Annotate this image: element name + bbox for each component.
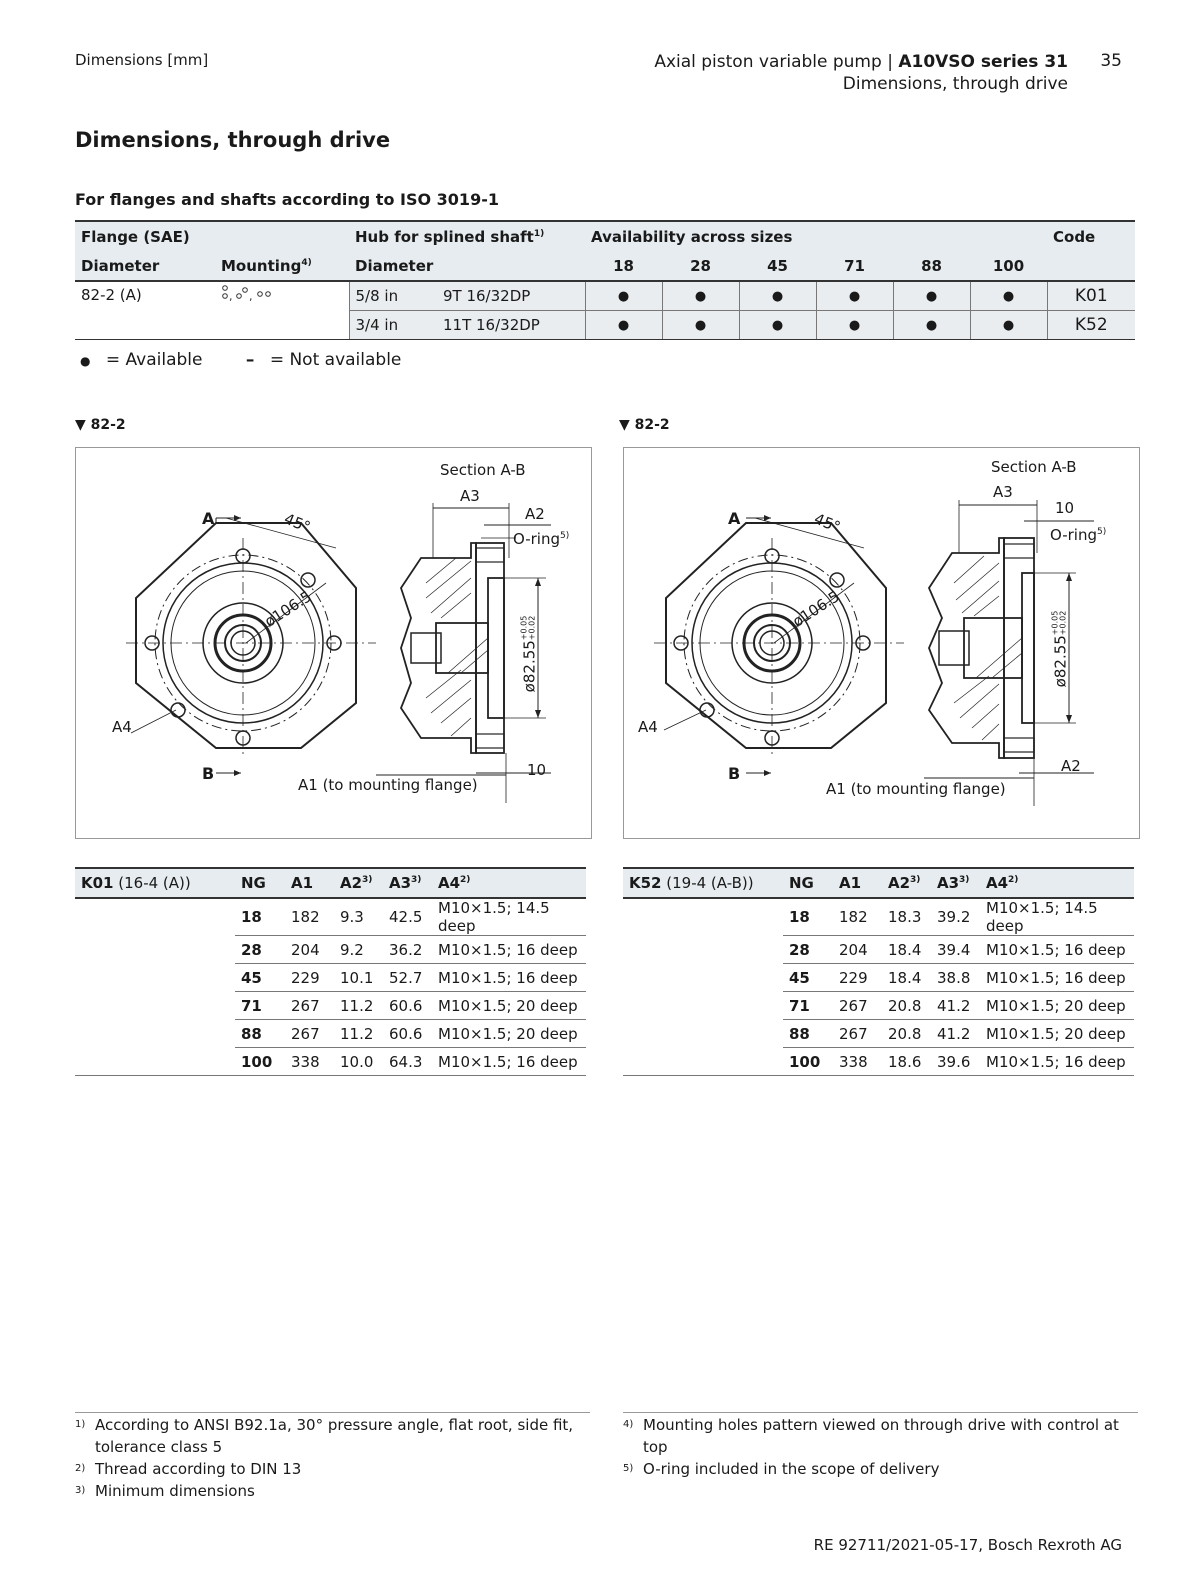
svg-text:,: , xyxy=(229,290,233,302)
value-cell: 39.4 xyxy=(931,936,980,964)
table-row xyxy=(75,964,586,992)
availability-dot: ● xyxy=(739,281,816,311)
header-diameter: Diameter xyxy=(75,251,215,281)
dim-a1: A1 (to mounting flange) xyxy=(298,776,478,794)
value-cell: 182 xyxy=(833,898,882,936)
value-cell: 229 xyxy=(833,964,882,992)
value-cell: 267 xyxy=(285,992,334,1020)
page-number: 35 xyxy=(1100,51,1122,71)
table-title: K52 (19-4 (A-B)) xyxy=(623,868,783,898)
value-cell: M10×1.5; 16 deep xyxy=(432,936,586,964)
value-cell: 11.2 xyxy=(334,992,383,1020)
value-cell: 42.5 xyxy=(383,898,432,936)
dim-a1: A1 (to mounting flange) xyxy=(826,780,1006,798)
table-title: K01 (16-4 (A)) xyxy=(75,868,235,898)
table-row xyxy=(623,992,1134,1020)
col-header: A2$^{3)}$ xyxy=(334,868,383,898)
blank-cell xyxy=(75,964,235,992)
size-cell: 45 xyxy=(783,964,833,992)
value-cell: 60.6 xyxy=(383,992,432,1020)
header-code-blank xyxy=(1047,251,1135,281)
section-label: Section A-B xyxy=(440,461,526,479)
size-cell: 71 xyxy=(783,992,833,1020)
code-value: K01 xyxy=(1047,281,1135,311)
value-cell: M10×1.5; 20 deep xyxy=(980,1020,1134,1048)
availability-legend xyxy=(80,350,411,370)
availability-dot: ● xyxy=(970,281,1047,311)
footnotes-right xyxy=(623,1414,1143,1480)
value-cell: 18.3 xyxy=(882,898,931,936)
table-row xyxy=(623,964,1134,992)
bolt-circle-diameter: ø106.5 xyxy=(789,587,843,631)
availability-dot: ● xyxy=(585,281,662,311)
value-cell: 18.6 xyxy=(882,1048,931,1076)
availability-dot: ● xyxy=(970,311,1047,340)
blank-cell xyxy=(75,1020,235,1048)
angle-label: 45° xyxy=(281,509,313,537)
mounting-pattern-icon xyxy=(215,281,349,340)
availability-dot: ● xyxy=(662,311,739,340)
drawing-label-right: ▼ 82-2 xyxy=(619,417,670,433)
header-hub: Hub for splined shaft$^{1)}$ xyxy=(349,221,585,251)
footnote: 3) Minimum dimensions xyxy=(75,1482,255,1500)
value-cell: 36.2 xyxy=(383,936,432,964)
dim-ten: 10 xyxy=(1055,499,1075,517)
dim-a2: A2 xyxy=(1061,757,1081,775)
dim-a3: A3 xyxy=(460,487,480,505)
value-cell: 9.3 xyxy=(334,898,383,936)
value-cell: M10×1.5; 16 deep xyxy=(980,1048,1134,1076)
value-cell: 38.8 xyxy=(931,964,980,992)
value-cell: 39.6 xyxy=(931,1048,980,1076)
col-header: A1 xyxy=(285,868,334,898)
section-a-label: A xyxy=(728,509,741,528)
availability-dot: ● xyxy=(739,311,816,340)
size-cell: 100 xyxy=(235,1048,285,1076)
header-size: 88 xyxy=(893,251,970,281)
svg-text:,: , xyxy=(249,290,253,302)
footnotes-left xyxy=(75,1414,585,1502)
drawing-k52 xyxy=(623,447,1140,839)
size-cell: 45 xyxy=(235,964,285,992)
col-header: A3$^{3)}$ xyxy=(931,868,980,898)
blank-cell xyxy=(623,936,783,964)
dim-a2: A2 xyxy=(525,505,545,523)
spline: 9T 16/32DP xyxy=(437,281,585,311)
header-size: 71 xyxy=(816,251,893,281)
col-header: NG xyxy=(783,868,833,898)
table-row xyxy=(75,898,586,936)
drawing-label-left: ▼ 82-2 xyxy=(75,417,126,433)
blank-cell xyxy=(75,898,235,936)
blank-cell xyxy=(623,1020,783,1048)
dim-a4: A4 xyxy=(112,718,132,736)
header-size: 18 xyxy=(585,251,662,281)
size-cell: 18 xyxy=(783,898,833,936)
value-cell: M10×1.5; 16 deep xyxy=(980,964,1134,992)
value-cell: 20.8 xyxy=(882,992,931,1020)
available-text: = Available xyxy=(105,350,203,370)
footnote: 5) O-ring included in the scope of delivery xyxy=(623,1460,940,1478)
table-row xyxy=(75,1048,586,1076)
blank-cell xyxy=(623,992,783,1020)
hub-diameter: 5/8 in xyxy=(349,281,437,311)
value-cell: 39.2 xyxy=(931,898,980,936)
header-hub-diameter: Diameter xyxy=(349,251,585,281)
value-cell: 204 xyxy=(285,936,334,964)
header-size: 45 xyxy=(739,251,816,281)
page-title: Dimensions, through drive xyxy=(75,128,391,152)
size-cell: 100 xyxy=(783,1048,833,1076)
availability-dot: ● xyxy=(662,281,739,311)
col-header: A2$^{3)}$ xyxy=(882,868,931,898)
col-header: NG xyxy=(235,868,285,898)
footnote: 1) According to ANSI B92.1a, 30° pressure angle, flat root, side fit, tolerance class 5 xyxy=(75,1416,574,1456)
size-cell: 88 xyxy=(783,1020,833,1048)
dim-a4: A4 xyxy=(638,718,658,736)
table-row xyxy=(623,1048,1134,1076)
oring-label: O-ring$^{5)}$ xyxy=(513,530,570,548)
value-cell: 229 xyxy=(285,964,334,992)
blank-cell xyxy=(75,936,235,964)
footnote-divider xyxy=(75,1412,590,1413)
availability-table xyxy=(75,220,1135,340)
size-cell: 71 xyxy=(235,992,285,1020)
not-available-text: = Not available xyxy=(269,350,402,370)
not-available-symbol: – xyxy=(245,350,255,370)
section-b-label: B xyxy=(728,764,741,783)
dimension-table-k52 xyxy=(623,867,1134,1076)
blank-cell xyxy=(75,992,235,1020)
footnote-divider xyxy=(623,1412,1138,1413)
available-symbol: ● xyxy=(80,354,91,368)
value-cell: M10×1.5; 14.5 deep xyxy=(432,898,586,936)
spline: 11T 16/32DP xyxy=(437,311,585,340)
section-a-label: A xyxy=(202,509,215,528)
table-row xyxy=(623,936,1134,964)
flange-value: 82-2 (A) xyxy=(75,281,215,340)
header-subtitle: Dimensions, through drive xyxy=(842,74,1068,94)
value-cell: M10×1.5; 14.5 deep xyxy=(980,898,1134,936)
value-cell: 11.2 xyxy=(334,1020,383,1048)
value-cell: 338 xyxy=(285,1048,334,1076)
value-cell: 52.7 xyxy=(383,964,432,992)
table-row xyxy=(75,1020,586,1048)
blank-cell xyxy=(75,1048,235,1076)
angle-label: 45° xyxy=(811,509,843,537)
value-cell: 267 xyxy=(833,1020,882,1048)
col-header: A4$^{2)}$ xyxy=(432,868,586,898)
value-cell: 10.0 xyxy=(334,1048,383,1076)
col-header: A4$^{2)}$ xyxy=(980,868,1134,898)
value-cell: 267 xyxy=(833,992,882,1020)
page-footer: RE 92711/2021-05-17, Bosch Rexroth AG xyxy=(813,1536,1122,1554)
pilot-diameter: ø82.55+0.05 +0.02 xyxy=(1050,610,1070,688)
value-cell: 9.2 xyxy=(334,936,383,964)
availability-dot: ● xyxy=(816,311,893,340)
bolt-circle-diameter: ø106.5 xyxy=(261,587,315,631)
header-code: Code xyxy=(1047,221,1135,251)
footnote: 4) Mounting holes pattern viewed on through drive with control at top xyxy=(623,1416,1119,1456)
pilot-diameter: ø82.55+0.05 +0.02 xyxy=(519,615,539,693)
size-cell: 18 xyxy=(235,898,285,936)
value-cell: 338 xyxy=(833,1048,882,1076)
value-cell: 41.2 xyxy=(931,1020,980,1048)
value-cell: 18.4 xyxy=(882,964,931,992)
availability-dot: ● xyxy=(893,311,970,340)
drawing-k01 xyxy=(75,447,592,839)
table-row xyxy=(75,936,586,964)
value-cell: 41.2 xyxy=(931,992,980,1020)
table-row xyxy=(75,992,586,1020)
value-cell: 64.3 xyxy=(383,1048,432,1076)
value-cell: M10×1.5; 16 deep xyxy=(432,1048,586,1076)
value-cell: 60.6 xyxy=(383,1020,432,1048)
section-label: Section A-B xyxy=(991,458,1077,476)
size-cell: 28 xyxy=(783,936,833,964)
table-row xyxy=(623,898,1134,936)
availability-dot: ● xyxy=(816,281,893,311)
code-value: K52 xyxy=(1047,311,1135,340)
value-cell: M10×1.5; 16 deep xyxy=(980,936,1134,964)
col-header: A1 xyxy=(833,868,882,898)
dim-a3: A3 xyxy=(993,483,1013,501)
header-mounting: Mounting$^{4)}$ xyxy=(215,251,349,281)
col-header: A3$^{3)}$ xyxy=(383,868,432,898)
availability-dot: ● xyxy=(585,311,662,340)
value-cell: 18.4 xyxy=(882,936,931,964)
header-flange: Flange (SAE) xyxy=(75,221,349,251)
value-cell: M10×1.5; 20 deep xyxy=(432,992,586,1020)
value-cell: M10×1.5; 20 deep xyxy=(980,992,1134,1020)
value-cell: 10.1 xyxy=(334,964,383,992)
footnote: 2) Thread according to DIN 13 xyxy=(75,1460,302,1478)
value-cell: 267 xyxy=(285,1020,334,1048)
oring-label: O-ring$^{5)}$ xyxy=(1050,526,1107,544)
header-series: A10VSO series 31 xyxy=(898,52,1068,72)
section-subtitle: For flanges and shafts according to ISO 3019-1 xyxy=(75,190,499,209)
header-product: Axial piston variable pump | xyxy=(654,52,899,72)
dim-ten: 10 xyxy=(527,761,547,779)
size-cell: 28 xyxy=(235,936,285,964)
hub-diameter: 3/4 in xyxy=(349,311,437,340)
header-section-label: Dimensions [mm] xyxy=(75,51,209,69)
header-size: 28 xyxy=(662,251,739,281)
value-cell: M10×1.5; 16 deep xyxy=(432,964,586,992)
value-cell: M10×1.5; 20 deep xyxy=(432,1020,586,1048)
header-availability: Availability across sizes xyxy=(585,221,1047,251)
header-title xyxy=(654,51,1068,95)
blank-cell xyxy=(623,964,783,992)
header-size: 100 xyxy=(970,251,1047,281)
table-row xyxy=(623,1020,1134,1048)
value-cell: 204 xyxy=(833,936,882,964)
blank-cell xyxy=(623,898,783,936)
blank-cell xyxy=(623,1048,783,1076)
value-cell: 20.8 xyxy=(882,1020,931,1048)
availability-dot: ● xyxy=(893,281,970,311)
table-row xyxy=(75,281,1135,311)
dimension-table-k01 xyxy=(75,867,586,1076)
size-cell: 88 xyxy=(235,1020,285,1048)
value-cell: 182 xyxy=(285,898,334,936)
section-b-label: B xyxy=(202,764,215,783)
